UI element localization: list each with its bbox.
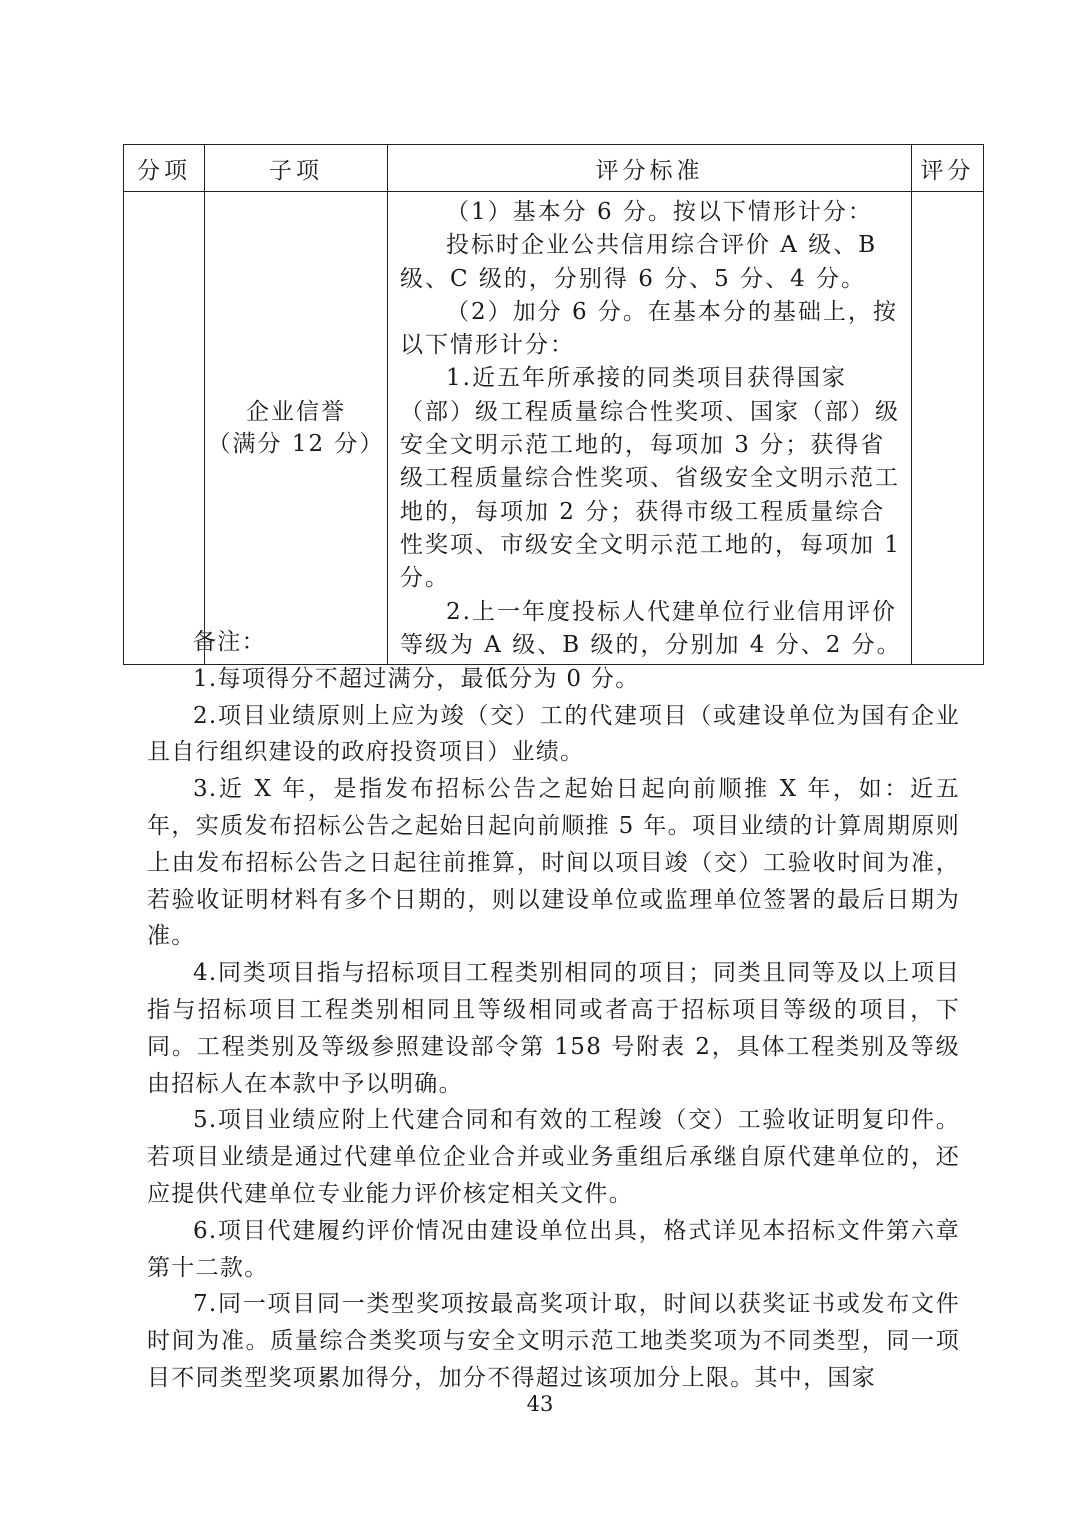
cell-score	[912, 192, 984, 665]
criteria-paragraph: （1）基本分 6 分。按以下情形计分：	[446, 199, 873, 225]
cell-criteria	[388, 192, 912, 665]
header-subitem: 子项	[205, 145, 388, 192]
cell-subitem	[205, 192, 388, 665]
subitem-max-score: （满分 12 分）	[207, 431, 385, 458]
header-criteria: 评分标准	[388, 145, 912, 192]
header-score: 评分	[912, 145, 984, 192]
criteria-text	[388, 192, 911, 664]
criteria-paragraph: 1.近五年所承接的同类项目获得国家（部）级工程质量综合性奖项、国家（部）级安全文明示范工地的，每项加 3 分；获得省级工程质量综合性奖项、省级安全文明示范工地的，每项加 2 分；获得市级工程质量综合性奖项、市级安全文明示范工地的，每项加 1 分。	[400, 365, 901, 592]
note-item: 1.每项得分不超过满分，最低分为 0 分。	[193, 665, 640, 692]
note-item: 3.近 X 年，是指发布招标公告之起始日起向前顺推 X 年，如：近五年，实质发布招标公告之起始日起向前顺推 5 年。项目业绩的计算周期原则上由发布招标公告之日起往前推算，时间以项目竣（交）工验收时间为准，若验收证明材料有多个日期的，则以建设单位或监理单位签署的最后日期为准。	[147, 776, 960, 950]
note-item: 4.同类项目指与招标项目工程类别相同的项目；同类且同等及以上项目指与招标项目工程类别相同且等级相同或者高于招标项目等级的项目，下同。工程类别及等级参照建设部令第 158 号附表 2，具体工程类别及等级由招标人在本款中予以明确。	[147, 960, 960, 1097]
criteria-paragraph: （2）加分 6 分。在基本分的基础上，按以下情形计分：	[400, 298, 898, 359]
cell-item	[124, 192, 205, 665]
notes-title: 备注：	[193, 629, 266, 655]
subitem-name: 企业信誉	[246, 399, 346, 426]
criteria-paragraph: 2.上一年度投标人代建单位行业信用评价等级为 A 级、B 级的，分别加 4 分、2 分。	[400, 598, 902, 658]
note-item: 5.项目业绩应附上代建合同和有效的工程竣（交）工验收证明复印件。若项目业绩是通过代建单位企业合并或业务重组后承继自原代建单位的，还应提供代建单位专业能力评价核定相关文件。	[147, 1107, 960, 1207]
note-item: 2.项目业绩原则上应为竣（交）工的代建项目（或建设单位为国有企业且自行组织建设的政府投资项目）业绩。	[147, 702, 960, 766]
page-number: 43	[526, 1392, 554, 1416]
note-item: 6.项目代建履约评价情况由建设单位出具，格式详见本招标文件第六章第十二款。	[147, 1217, 960, 1281]
criteria-paragraph: 投标时企业公共信用综合评价 A 级、B 级、C 级的，分别得 6 分、5 分、4 分。	[400, 232, 878, 292]
table-header-row	[124, 145, 984, 192]
scoring-table	[123, 144, 984, 665]
note-item: 7.同一项目同一类型奖项按最高奖项计取，时间以获奖证书或发布文件时间为准。质量综合类奖项与安全文明示范工地类奖项为不同类型，同一项目不同类型奖项累加得分，加分不得超过该项加分上限。其中，国家	[147, 1291, 960, 1391]
header-item: 分项	[124, 145, 205, 192]
notes-section	[147, 624, 960, 1397]
table-row	[124, 192, 984, 665]
